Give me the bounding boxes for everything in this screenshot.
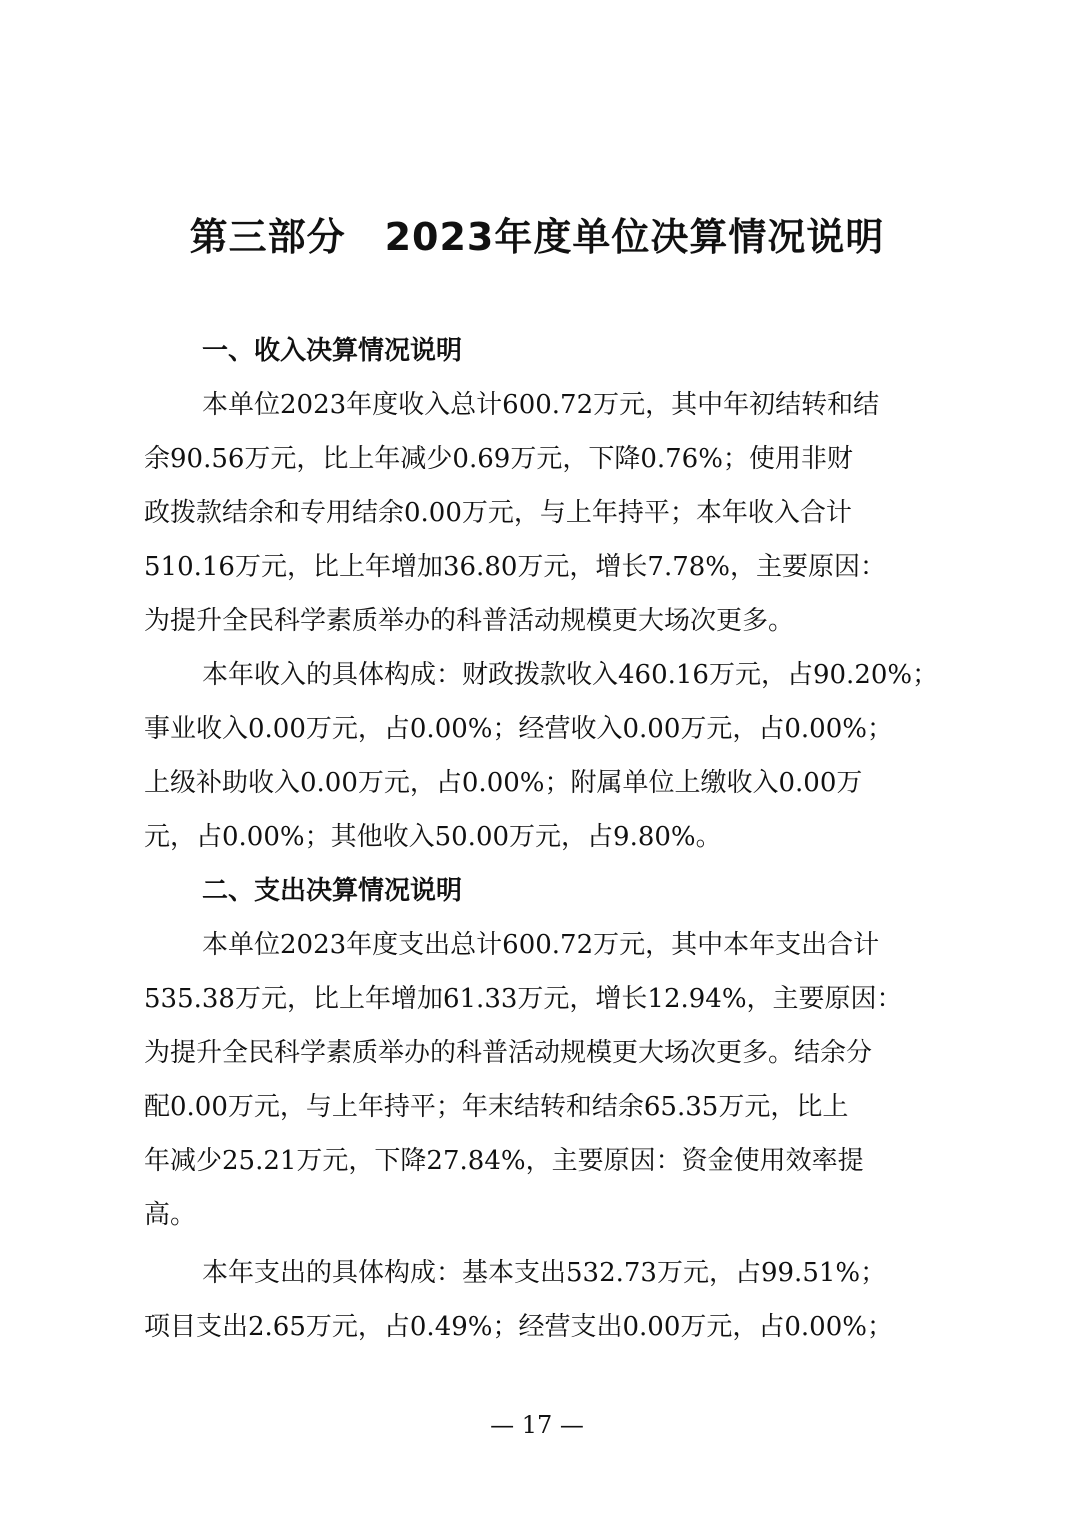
section-heading-income: 一、收入决算情况说明 bbox=[202, 336, 463, 366]
paragraph-line: 上级补助收入0.00万元，占0.00%；附属单位上缴收入0.00万 bbox=[144, 768, 863, 798]
paragraph-line: 为提升全民科学素质举办的科普活动规模更大场次更多。 bbox=[144, 606, 795, 636]
paragraph-line: 为提升全民科学素质举办的科普活动规模更大场次更多。结余分 bbox=[144, 1038, 873, 1068]
paragraph-line: 本年收入的具体构成：财政拨款收入460.16万元，占90.20%； bbox=[202, 660, 939, 690]
income-paragraph-1 bbox=[144, 378, 944, 648]
page-number: — 17 — bbox=[490, 1411, 584, 1439]
paragraph-line: 事业收入0.00万元，占0.00%；经营收入0.00万元，占0.00%； bbox=[144, 714, 893, 744]
expenditure-paragraph-2 bbox=[144, 1246, 944, 1354]
paragraph-line: 535.38万元，比上年增加61.33万元，增长12.94%，主要原因： bbox=[144, 984, 903, 1014]
paragraph-line: 余90.56万元，比上年减少0.69万元，下降0.76%；使用非财 bbox=[144, 444, 853, 474]
paragraph-line: 高。 bbox=[144, 1200, 197, 1230]
paragraph-line: 本单位2023年度收入总计600.72万元，其中年初结转和结 bbox=[202, 390, 880, 420]
section-heading-expenditure: 二、支出决算情况说明 bbox=[202, 876, 463, 906]
paragraph-line: 项目支出2.65万元，占0.49%；经营支出0.00万元，占0.00%； bbox=[144, 1312, 893, 1342]
paragraph-line: 本单位2023年度支出总计600.72万元，其中本年支出合计 bbox=[202, 930, 880, 960]
page-title: 第三部分 2023年度单位决算情况说明 bbox=[189, 215, 885, 259]
paragraph-line: 政拨款结余和专用结余0.00万元，与上年持平；本年收入合计 bbox=[144, 498, 852, 528]
paragraph-line: 510.16万元，比上年增加36.80万元，增长7.78%，主要原因： bbox=[144, 552, 887, 582]
document-body bbox=[144, 324, 944, 1354]
paragraph-line: 本年支出的具体构成：基本支出532.73万元，占99.51%； bbox=[202, 1258, 887, 1288]
paragraph-line: 配0.00万元，与上年持平；年末结转和结余65.35万元，比上 bbox=[144, 1092, 849, 1122]
expenditure-paragraph-1 bbox=[144, 918, 944, 1242]
paragraph-line: 年减少25.21万元，下降27.84%，主要原因：资金使用效率提 bbox=[144, 1146, 864, 1176]
paragraph-line: 元，占0.00%；其他收入50.00万元，占9.80%。 bbox=[144, 822, 722, 852]
income-paragraph-2 bbox=[144, 648, 944, 864]
